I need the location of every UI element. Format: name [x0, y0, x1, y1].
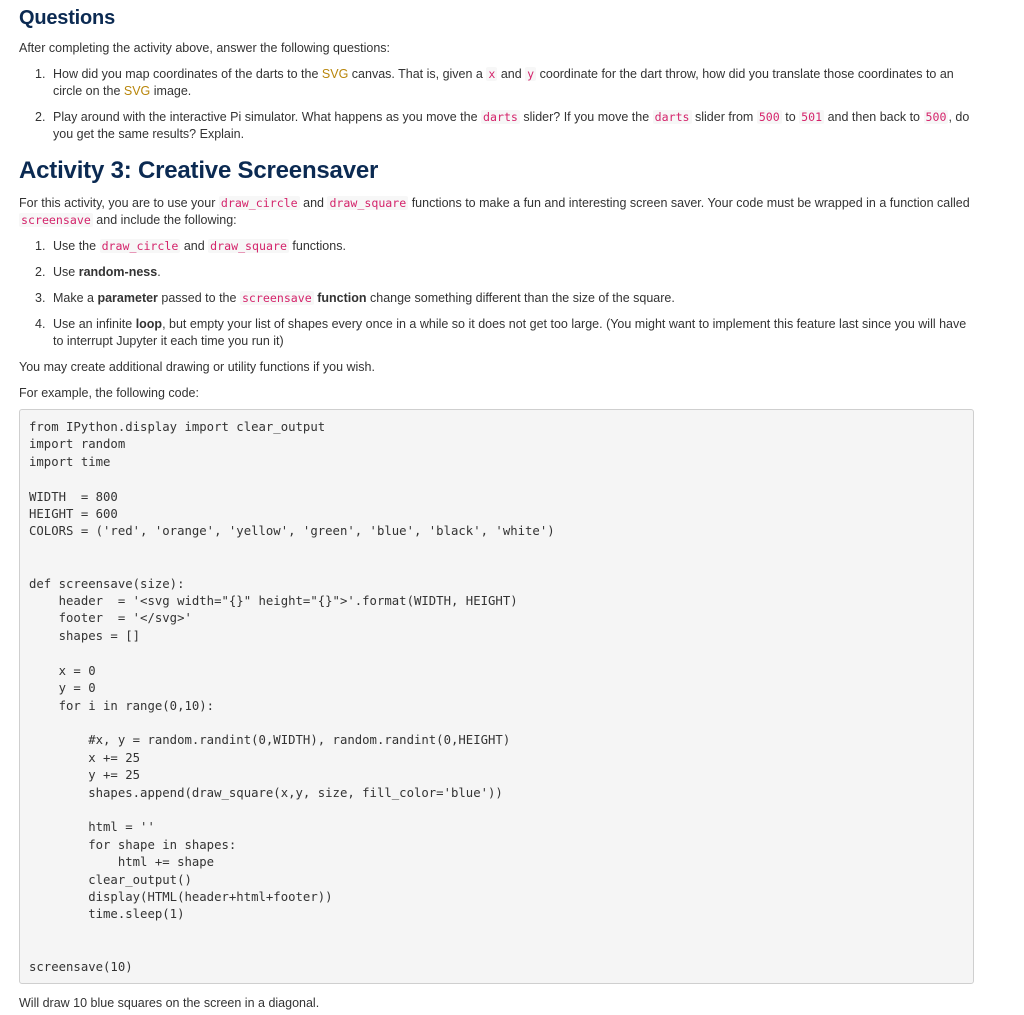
requirement-item-4: [19, 316, 979, 350]
text-segment: change something different than the size of the square.: [366, 291, 675, 305]
text-segment: , but empty your list of shapes every once in a while so it does not get too large. (You might want to implement this feature last since you will have to interrupt Jupyter it each time you run it): [53, 317, 967, 348]
list-number: 1.: [35, 239, 46, 253]
text-segment: canvas. That is, given a: [348, 67, 487, 81]
bold-term: parameter: [97, 291, 158, 305]
text-segment: functions.: [288, 239, 346, 253]
example-intro: For example, the following code:: [19, 386, 199, 400]
example-result-note: Will draw 10 blue squares on the screen in a diagonal.: [19, 996, 320, 1010]
text-segment: slider? If you move the: [519, 110, 653, 124]
svg-term: SVG: [321, 67, 349, 81]
list-number: 4.: [35, 317, 46, 331]
text-segment: How did you map coordinates of the darts to the: [53, 67, 322, 81]
inline-code: screensave: [21, 213, 91, 227]
extra-functions-note: You may create additional drawing or utility functions if you wish.: [19, 360, 375, 374]
text-segment: coordinate for the dart throw, how did you translate those coordinates to an circle on the: [53, 67, 954, 98]
text-segment: and: [299, 196, 328, 210]
text-segment: and: [497, 67, 526, 81]
text-segment: Make a: [53, 291, 98, 305]
inline-code: draw_circle: [101, 239, 179, 253]
list-number: 2.: [35, 110, 46, 124]
questions-list: [19, 66, 979, 143]
inline-code: draw_square: [329, 196, 407, 210]
questions-heading: Questions: [19, 7, 115, 29]
text-segment: image.: [150, 84, 192, 98]
text-segment: For this activity, you are to use your: [19, 196, 219, 210]
text-segment: to: [781, 110, 800, 124]
example-code: from IPython.display import clear_output import random import time WIDTH = 800 HEIGHT = 600 COLORS = ('red', 'orange', 'yellow', 'green', 'blue', 'black', 'white') def screensave(size): header = '<svg width="{}" height="{}">'.format(WIDTH, HEIGHT) footer = '</svg>' shapes = [] x = 0 y = 0 for i in range(0,10): #x, y = random.randint(0,WIDTH), random.randint(0,HEIGHT) x += 25 y += 25 shapes.append(draw_square(x,y, size, fill_color='blue')) html = '' for shape in shapes: html += shape clear_output() display(HTML(header+html+footer)) time.sleep(1) screensave(10): [29, 420, 555, 974]
text-segment: Play around with the interactive Pi simulator. What happens as you move the: [53, 110, 482, 124]
bold-term: function: [317, 291, 367, 305]
inline-code: 500: [758, 110, 780, 124]
text-segment: .: [157, 265, 161, 279]
inline-code: darts: [483, 110, 518, 124]
inline-code: darts: [654, 110, 690, 124]
inline-code: 501: [801, 110, 823, 124]
bold-term: loop: [135, 317, 163, 331]
text-segment: Use the: [53, 239, 100, 253]
inline-code: draw_square: [210, 239, 287, 253]
code-block: [19, 409, 974, 984]
list-number: 1.: [35, 67, 46, 81]
activity-intro: [19, 195, 979, 229]
activity-heading: Activity 3: Creative Screensaver: [19, 157, 379, 184]
text-segment: and include the following:: [92, 213, 237, 227]
text-segment: passed to the: [157, 291, 240, 305]
requirement-item-1: [19, 238, 979, 255]
text-segment: Use an infinite: [53, 317, 136, 331]
text-segment: , do you get the same results? Explain.: [53, 110, 970, 141]
inline-code: x: [488, 67, 496, 81]
requirement-item-2: [19, 264, 979, 281]
list-number: 3.: [35, 291, 46, 305]
inline-code: 500: [925, 110, 947, 124]
question-item-2: [19, 109, 979, 143]
question-item-1: [19, 66, 979, 100]
requirement-item-3: [19, 290, 979, 307]
text-segment: and then back to: [824, 110, 924, 124]
bold-term: random-ness: [78, 265, 158, 279]
inline-code: draw_circle: [220, 196, 298, 210]
text-segment: Use: [53, 265, 79, 279]
inline-code: screensave: [241, 291, 312, 305]
text-segment: and: [180, 239, 209, 253]
requirements-list: [19, 238, 979, 350]
svg-term: SVG: [123, 84, 151, 98]
text-segment: slider from: [691, 110, 757, 124]
inline-code: y: [527, 67, 535, 81]
list-number: 2.: [35, 265, 46, 279]
text-segment: functions to make a fun and interesting screen saver. Your code must be wrapped in a function called: [408, 196, 970, 210]
questions-intro: After completing the activity above, answer the following questions:: [19, 41, 391, 55]
